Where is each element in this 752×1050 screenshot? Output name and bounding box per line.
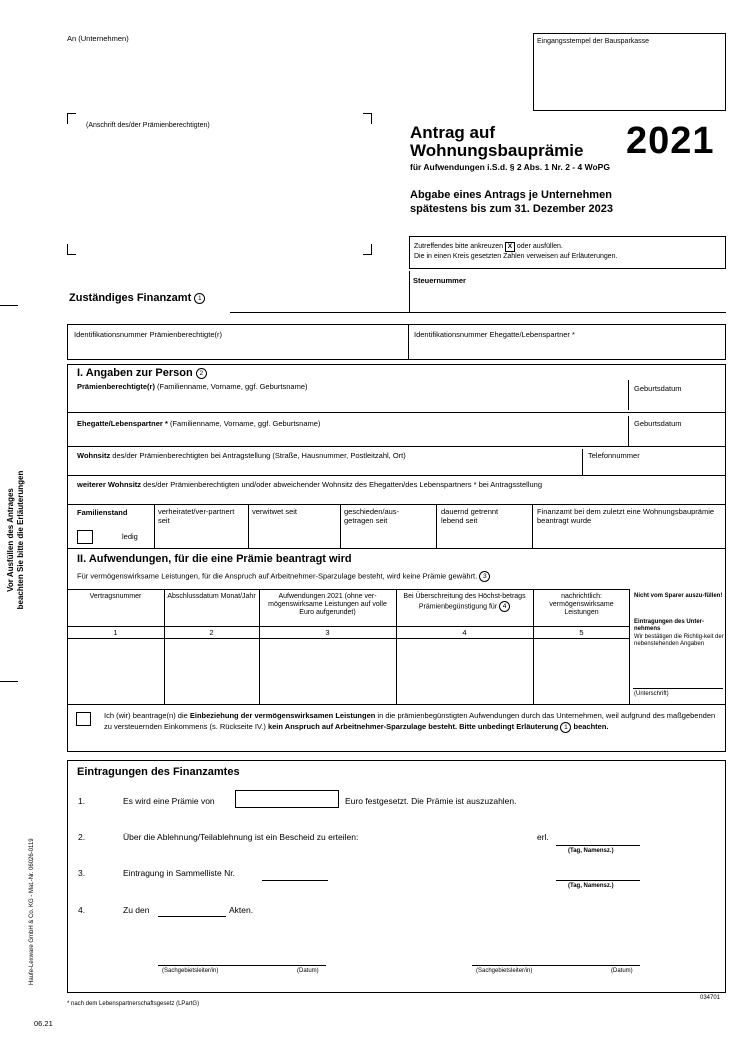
sig1-date: (Datum): [297, 968, 319, 974]
form-version: 06.21: [34, 1019, 53, 1028]
office-row4-text-b: Akten.: [229, 905, 254, 915]
form-subtitle: für Aufwendungen i.S.d. § 2 Abs. 1 Nr. 2 - 4 WoPG: [410, 162, 610, 172]
instruction-text-2: Die in einen Kreis gesetzten Zahlen verweisen auf Erläuterungen.: [414, 253, 618, 260]
deadline-line2: spätestens bis zum 31. Dezember 2023: [410, 203, 613, 215]
office-row2-num: 2.: [78, 832, 86, 842]
tax-office-label: Zuständiges Finanzamt 1: [69, 292, 205, 305]
office-title: Eintragungen des Finanzamtes: [77, 766, 240, 778]
contract-number-input[interactable]: [68, 639, 163, 703]
side-panel-subtitle: Eintragungen des Unter-nehmens: [634, 619, 705, 632]
office-row3-sign: (Tag, Namensz.): [568, 883, 614, 889]
side-note: Vor Ausfüllen des Antrages beachten Sie bitte die Erläuterungen: [6, 470, 25, 610]
office-row1-text: Es wird eine Prämie von: [123, 796, 215, 806]
address-corner-tr: [363, 113, 372, 124]
address-corner-tl: [67, 113, 76, 124]
capital-benefits-checkbox[interactable]: [76, 712, 91, 726]
single-checkbox[interactable]: [77, 530, 93, 544]
tax-office-input[interactable]: [232, 291, 402, 311]
birthdate-label-1: Geburtsdatum: [634, 384, 682, 393]
residence-label: Wohnsitz des/der Prämienberechtigten bei Antragstellung (Straße, Hausnummer, Postleitzahl, Ort): [77, 451, 406, 460]
office-row2-sign: (Tag, Namensz.): [568, 848, 614, 854]
office-row3-num: 3.: [78, 868, 86, 878]
form-title-line2: Wohnungsbauprämie: [410, 141, 584, 160]
col-head-3: Aufwendungen 2021 (ohne ver-mögenswirksame Leistungen auf volle Euro aufgerundet): [268, 593, 387, 617]
instruction-mark: X: [505, 242, 515, 252]
instruction-text-b: oder ausfüllen.: [516, 243, 563, 250]
phone-label: Telefonnummer: [588, 451, 640, 460]
spouse-name-label: Ehegatte/Lebenspartner * (Familienname, Vorname, ggf. Geburtsname): [77, 419, 321, 428]
col-head-4: Bei Überschreitung des Höchst-betrags Prämienbegünstigung für 4: [403, 593, 526, 611]
footnote: * nach dem Lebenspartnerschaftsgesetz (LPartG): [67, 1001, 200, 1007]
section-expenses-note: Für vermögenswirksame Leistungen, für die Anspruch auf Arbeitnehmer-Sparzulage besteht, wird keine Prämie gewährt. 3: [77, 571, 490, 582]
beneficiary-id-label: Identifikationsnummer Prämienberechtigte(r): [74, 330, 222, 339]
instruction-box: [409, 236, 726, 269]
sig2-role: (Sachgebietsleiter/in): [476, 968, 533, 974]
office-row2-text: Über die Ablehnung/Teilablehnung ist ein Bescheid zu erteilen:: [123, 832, 359, 842]
tax-number-input[interactable]: [412, 288, 724, 310]
tax-number-label: Steuernummer: [413, 276, 466, 285]
office-row4-num: 4.: [78, 905, 86, 915]
files-line[interactable]: [158, 916, 226, 917]
col-num-2: 2: [209, 628, 214, 637]
office-row1-num: 1.: [78, 796, 86, 806]
id-box: [67, 324, 726, 360]
tax-office-line: [230, 312, 726, 313]
address-label: (Anschrift des/der Prämienberechtigten): [86, 122, 210, 129]
last-office-label: Finanzamt bei dem zuletzt eine Wohnungsbauprämie beantragt wurde: [537, 507, 715, 525]
note-3-icon: 3: [479, 571, 490, 582]
address-corner-br: [363, 244, 372, 255]
note-4-icon: 4: [499, 601, 510, 612]
publisher-note: Haufe-Lexware GmbH & Co. KG - Mat.-Nr. 06026-0119: [29, 838, 35, 985]
sig2-date: (Datum): [611, 968, 633, 974]
collective-list-line[interactable]: [262, 880, 328, 881]
col-head-2: Abschlussdatum Monat/Jahr: [167, 593, 256, 600]
col-num-4: 4: [462, 628, 467, 637]
instruction-text-a: Zutreffendes bitte ankreuzen: [414, 243, 503, 250]
further-residence-label: weiterer Wohnsitz des/der Prämienberechtigten und/oder abweichender Wohnsitz des Ehegatten/des Lebenspartners * bei Antragsstellung: [77, 480, 543, 489]
form-year: 2021: [626, 120, 715, 162]
col-num-1: 1: [113, 628, 118, 637]
separated-label: dauernd getrennt lebend seit: [441, 507, 499, 525]
premium-amount-input[interactable]: [235, 790, 339, 808]
side-panel-signature: (Unterschrift): [634, 691, 669, 697]
form-title-line1: Antrag auf: [410, 123, 495, 142]
stamp-label: Eingangsstempel der Bausparkasse: [537, 38, 650, 45]
side-panel-text: Wir bestätigen die Richtig-keit der nebenstehenden Angaben: [634, 634, 724, 647]
capital-benefits-input[interactable]: [534, 639, 629, 703]
office-row1-text-b: Euro festgesetzt. Die Prämie ist auszuzahlen.: [345, 796, 517, 806]
side-panel-title: Nicht vom Sparer auszu-füllen!: [634, 593, 723, 599]
contract-date-input[interactable]: [165, 639, 258, 703]
spouse-id-label: Identifikationsnummer Ehegatte/Lebenspartner *: [414, 330, 575, 339]
recipient-label: An (Unternehmen): [67, 34, 129, 43]
col-num-3: 3: [325, 628, 330, 637]
section-person-title: I. Angaben zur Person 2: [77, 367, 207, 380]
note-1-icon: 1: [194, 293, 205, 304]
widowed-label: verwitwet seit: [252, 507, 298, 516]
col-head-5: nachrichtlich: vermögenswirksame Leistungen: [549, 593, 614, 617]
divorced-label: geschieden/aus-getragen seit: [344, 507, 400, 525]
single-label: ledig: [122, 532, 138, 541]
section-expenses-title: II. Aufwendungen, für die eine Prämie beantragt wird: [77, 553, 352, 565]
capital-benefits-text: Ich (wir) beantrage(n) die Einbeziehung der vermögenswirksamen Leistungen in die prämienbegünstigten Aufwendungen durch das Unternehmen, weil aufgrund des maßgebenden zu versteuernden Einkommens (s. Rückseite IV.) kein Anspruch auf Arbeitnehmer-Sparzulage besteht. Bitte unbedingt Erläuterung 1 beachten.: [104, 711, 716, 731]
col-num-5: 5: [579, 628, 584, 637]
stamp-box: [533, 33, 726, 111]
form-code: 034701: [700, 995, 721, 1001]
birthdate-label-2: Geburtsdatum: [634, 419, 682, 428]
marital-status-label: Familienstand: [77, 508, 128, 517]
deadline-line1: Abgabe eines Antrags je Unternehmen: [410, 189, 612, 201]
note-2-icon: 2: [196, 368, 207, 379]
beneficiary-name-label: Prämienberechtigte(r) (Familienname, Vorname, ggf. Geburtsname): [77, 382, 308, 391]
col-head-1: Vertragsnummer: [89, 593, 142, 600]
office-row4-text: Zu den: [123, 905, 150, 915]
sig1-role: (Sachgebietsleiter/in): [162, 968, 219, 974]
note-1-icon: 1: [560, 722, 571, 733]
married-label: verheiratet/ver-partnert seit: [158, 507, 235, 525]
office-row3-text: Eintragung in Sammelliste Nr.: [123, 868, 235, 878]
premium-allocation-input[interactable]: [397, 639, 532, 703]
address-corner-bl: [67, 244, 76, 255]
office-row2-erl: erl.: [537, 832, 549, 842]
expenses-input[interactable]: [260, 639, 395, 703]
